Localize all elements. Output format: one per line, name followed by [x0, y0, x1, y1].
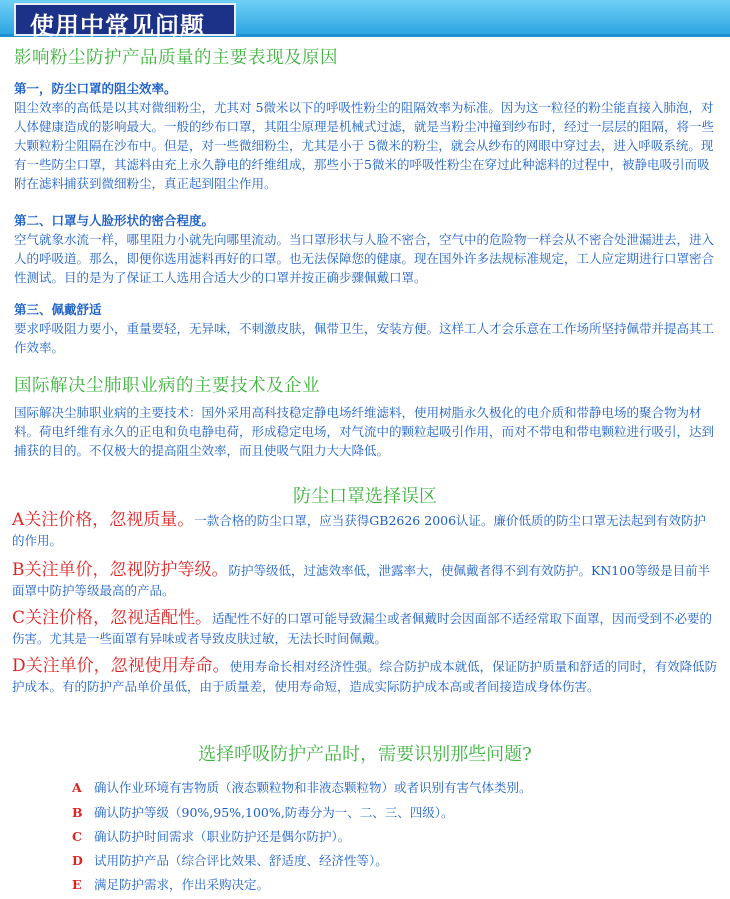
section1-item3-text: 要求呼吸阻力要小，重量要轻，无异味，不刺激皮肤，佩带卫生，安装方便。这样工人才会乐意在工作场所坚持佩带并提高其工作效率。	[14, 321, 715, 355]
pitfall-a-text: 一款合格的防尘口罩，应当获得GB2626 2006认证。廉价低质的防尘口罩无法起到有效防护的作用。	[12, 513, 707, 548]
checklist-text-a: 确认作业环境有害物质（液态颗粒物和非液态颗粒物）或者识别有害气体类别。	[94, 780, 532, 795]
checklist-text-b: 确认防护等级（90%,95%,100%,防毒分为一、二、三、四级）。	[94, 805, 454, 820]
section4-title: 选择呼吸防护产品时，需要识别那些问题?	[198, 744, 532, 765]
section1-item2-text: 空气就象水流一样，哪里阻力小就先向哪里流动。当口罩形状与人脸不密合，空气中的危险物一样会从不密合处泄漏进去，进入人的呼吸道。那么，即便你选用滤料再好的口罩。也无法保障您的健康。现在国外许多法规标准规定，工人应定期进行口罩密合性测试。目的是为了保证工人选用合适大少的口罩并按正确步骤佩戴口罩。	[14, 232, 715, 285]
pitfall-d-lead: D关注单价，忽视使用寿命。	[12, 656, 230, 676]
pitfall-a	[12, 510, 718, 551]
pitfall-c-lead: C关注价格，忽视适配性。	[12, 608, 213, 628]
section1-item1-text: 阻尘效率的高低是以其对微细粉尘，尤其对 5微米以下的呼吸性粉尘的阻隔效率为标准。因为这一粒径的粉尘能直接入肺泡，对人体健康造成的影响最大。一般的纱布口罩，其阻尘原理是机械式过滤，就是当粉尘冲撞到纱布时，经过一层层的阻隔，将一些大颗粒粉尘阻隔在沙布中。但是，对一些微细粉尘，尤其是小于 5微米的粉尘，就会从纱布的网眼中穿过去，进入呼吸系统。现有一些防尘口罩，其滤料由充上永久静电的纤维组成，那些小于5微米的呼吸性粉尘在穿过此种滤料的过程中，被静电吸引而吸附在滤料捕获到微细粉尘，真正起到阻尘作用。	[14, 100, 715, 191]
pitfall-b-lead: B关注单价，忽视防护等级。	[12, 560, 229, 580]
checklist-item-d	[72, 851, 388, 869]
section1-item2-heading: 第二、口罩与人脸形状的密合程度。	[14, 213, 215, 228]
checklist-letter-c: C	[72, 829, 82, 844]
header-title-box	[14, 3, 236, 40]
pitfall-a-lead: A关注价格，忽视质量。	[12, 510, 195, 530]
header-bar	[0, 0, 730, 40]
pitfall-c-text: 适配性不好的口罩可能导致漏尘或者佩戴时会因面部不适经常取下面罩，因而受到不必要的伤害。尤其是一些面罩有异味或者导致皮肤过敏，无法长时间佩戴。	[12, 611, 713, 646]
section3-title: 防尘口罩选择误区	[293, 486, 437, 507]
checklist-item-e	[72, 875, 269, 893]
checklist-item-c	[72, 827, 350, 845]
pitfall-d	[12, 656, 718, 697]
checklist-letter-d: D	[72, 853, 83, 868]
checklist-item-b	[72, 803, 453, 821]
section2-title: 国际解决尘肺职业病的主要技术及企业	[14, 376, 320, 396]
checklist-letter-b: B	[72, 805, 83, 820]
checklist-letter-e: E	[72, 877, 82, 892]
pitfall-d-text: 使用寿命长相对经济性强。综合防护成本就低，保证防护质量和舒适的同时，有效降低防护成本。有的防护产品单价虽低，由于质量差，使用寿命短，造成实际防护成本高或者间接造成身体伤害。	[12, 659, 718, 694]
checklist-item-a	[72, 778, 532, 796]
checklist-letter-a: A	[72, 780, 82, 795]
checklist-text-c: 确认防护时间需求（职业防护还是偶尔防护）。	[94, 829, 351, 844]
section2-text: 国际解决尘肺职业病的主要技术：国外采用高科技稳定静电场纤维滤料，使用树脂永久极化的电介质和带静电场的聚合物为材料。荷电纤维有永久的正电和负电静电荷，形成稳定电场，对气流中的颗粒起吸引作用，而对不带电和带电颗粒进行吸引，达到捕获的目的。不仅极大的提高阻尘效率，而且使吸气阻力大大降低。	[14, 405, 715, 458]
pitfall-b	[12, 560, 718, 601]
pitfall-c	[12, 608, 718, 649]
pitfall-b-text: 防护等级低，过滤效率低，泄露率大，使佩戴者得不到有效防护。KN100等级是目前半面罩中防护等级最高的产品。	[12, 563, 711, 598]
checklist-text-d: 试用防护产品（综合评比效果、舒适度、经济性等）。	[94, 853, 388, 868]
checklist-text-e: 满足防护需求，作出采购决定。	[94, 877, 270, 892]
section1-item1-heading: 第一，防尘口罩的阻尘效率。	[14, 81, 177, 96]
section1-title: 影响粉尘防护产品质量的主要表现及原因	[14, 48, 338, 68]
page-title: 使用中常见问题	[30, 12, 205, 40]
section1-item3-heading: 第三、佩戴舒适	[14, 302, 102, 317]
